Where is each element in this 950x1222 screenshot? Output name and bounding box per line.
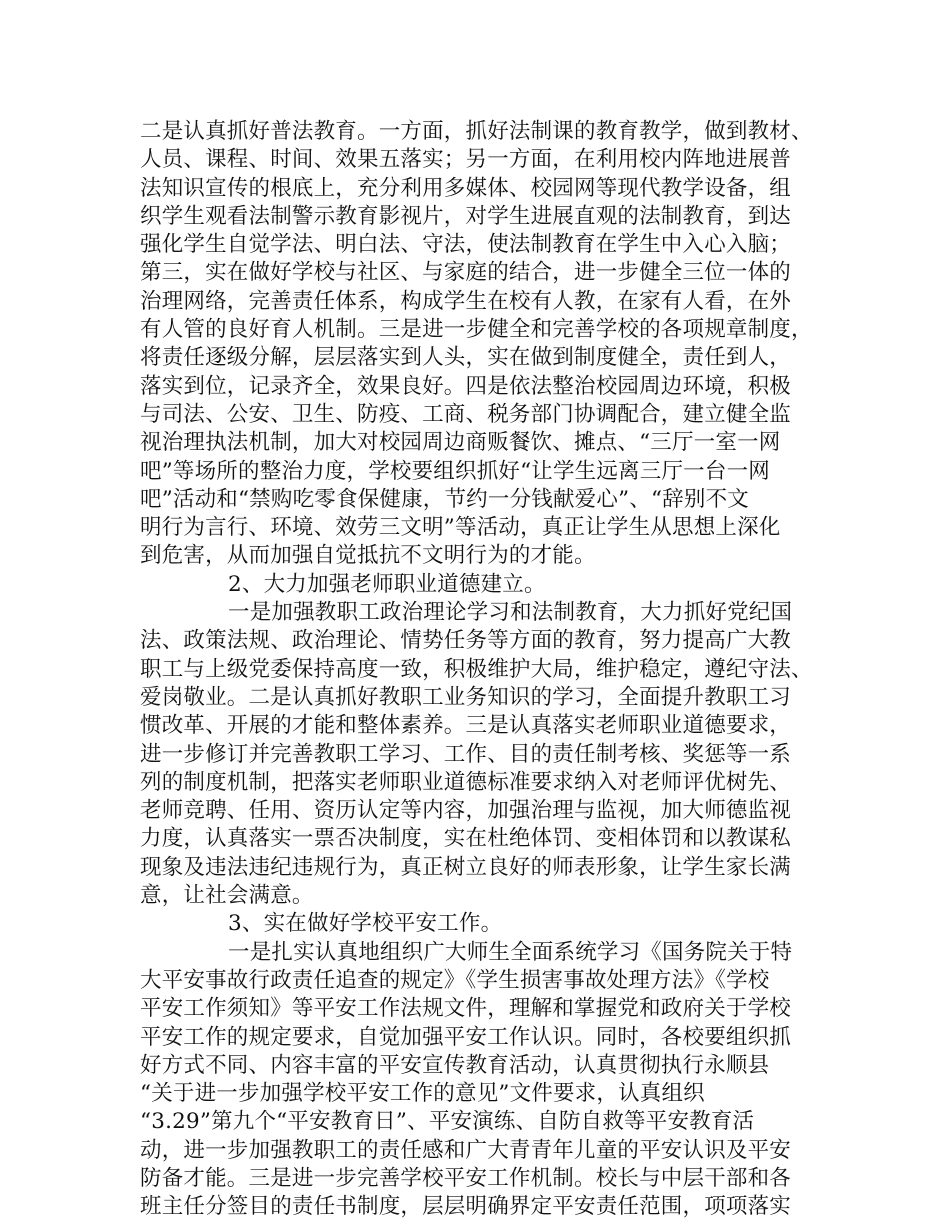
text-line: 意，让社会满意。 — [140, 883, 314, 909]
text-line: 动，进一步加强教职工的责任感和广大青青年儿童的平安认识及平安 — [140, 1137, 792, 1163]
text-line: 老师竞聘、任用、资历认定等内容，加强治理与监视，加大师德监视 — [140, 798, 792, 824]
text-line: 吧”等场所的整治力度，学校要组织抓好“让学生远离三厅一台一网 — [140, 458, 770, 484]
text-line: 法、政策法规、政治理论、情势任务等方面的教育，努力提高广大教 — [140, 628, 792, 654]
text-line: 列的制度机制，把落实老师职业道德标准要求纳入对老师评优树先、 — [140, 769, 792, 795]
text-line: 好方式不同、内容丰富的平安宣传教育活动，认真贯彻执行永顺县 — [140, 1052, 770, 1078]
text-line: 视治理执法机制，加大对校园周边商贩餐饮、摊点、“三厅一室一网 — [140, 430, 781, 456]
text-line: 力度，认真落实一票否决制度，实在杜绝体罚、变相体罚和以教谋私 — [140, 826, 792, 852]
document-page — [140, 118, 816, 1222]
text-line: 职工与上级党委保持高度一致，积极维护大局，维护稳定，遵纪守法、 — [140, 656, 813, 682]
text-line: 法知识宣传的根底上，充分利用多媒体、校园网等现代教学设备，组 — [140, 175, 792, 201]
text-line: 进一步修订并完善教职工学习、工作、目的责任制考核、奖惩等一系 — [140, 741, 792, 767]
paragraph-1 — [140, 118, 816, 571]
text-line: 与司法、公安、卫生、防疫、工商、税务部门协调配合，建立健全监 — [140, 401, 792, 427]
text-line: 一是加强教职工政治理论学习和法制教育，大力抓好党纪国 — [228, 600, 793, 626]
text-line: 一是扎实认真地组织广大师生全面系统学习《国务院关于特 — [228, 939, 793, 965]
paragraph-3 — [140, 939, 816, 1222]
text-line: 将责任逐级分解，层层落实到人头，实在做到制度健全，责任到人， — [140, 345, 792, 371]
text-line: 织学生观看法制警示教育影视片，对学生进展直观的法制教育，到达 — [140, 203, 792, 229]
text-line: 到危害，从而加强自觉抵抗不文明行为的才能。 — [140, 543, 596, 569]
text-line: 落实到位，记录齐全，效果良好。四是依法整治校园周边环境，积极 — [140, 373, 792, 399]
text-line: 强化学生自觉学法、明白法、守法，使法制教育在学生中入心入脑； — [140, 232, 792, 258]
paragraph-2 — [140, 599, 816, 910]
text-line: 明行为言行、环境、效劳三文明”等活动，真正让学生从思想上深化 — [140, 515, 781, 541]
text-line: 二是认真抓好普法教育。一方面，抓好法制课的教育教学，做到教材、 — [140, 119, 813, 144]
text-line: “关于进一步加强学校平安工作的意见”文件要求，认真组织 — [140, 1081, 705, 1107]
text-line: 平安工作须知》等平安工作法规文件，理解和掌握党和政府关于学校 — [140, 996, 792, 1022]
text-line: 有人管的良好育人机制。三是进一步健全和完善学校的各项规章制度， — [140, 317, 813, 343]
text-line: 治理网络，完善责任体系，构成学生在校有人教，在家有人看，在外 — [140, 288, 792, 314]
text-line: 第三，实在做好学校与社区、与家庭的结合，进一步健全三位一体的 — [140, 260, 792, 286]
text-line: 大平安事故行政责任追查的规定》《学生损害事故处理方法》《学校 — [140, 967, 770, 993]
text-line: 爱岗敬业。二是认真抓好教职工业务知识的学习，全面提升教职工习 — [140, 684, 792, 710]
text-line: 惯改革、开展的才能和整体素养。三是认真落实老师职业道德要求， — [140, 713, 792, 739]
section-heading-3: 3、实在做好学校平安工作。 — [228, 911, 503, 937]
text-line: 防备才能。三是进一步完善学校平安工作机制。校长与中层干部和各 — [140, 1165, 792, 1191]
text-line: “3.29”第九个“平安教育日”、平安演练、自防自救等平安教育活 — [140, 1109, 755, 1135]
section-heading-2: 2、大力加强老师职业道德建立。 — [228, 571, 546, 597]
text-line: 吧”活动和“禁购吃零食保健康，节约一分钱献爱心”、“辞别不文 — [140, 486, 749, 512]
text-line: 人员、课程、时间、效果五落实；另一方面，在利用校内阵地进展普 — [140, 147, 792, 173]
text-line: 班主任分签目的责任书制度，层层明确界定平安责任范围，项项落实 — [140, 1194, 792, 1220]
text-line: 平安工作的规定要求，自觉加强平安工作认识。同时，各校要组织抓 — [140, 1024, 792, 1050]
text-line: 现象及违法违纪违规行为，真正树立良好的师表形象，让学生家长满 — [140, 854, 792, 880]
